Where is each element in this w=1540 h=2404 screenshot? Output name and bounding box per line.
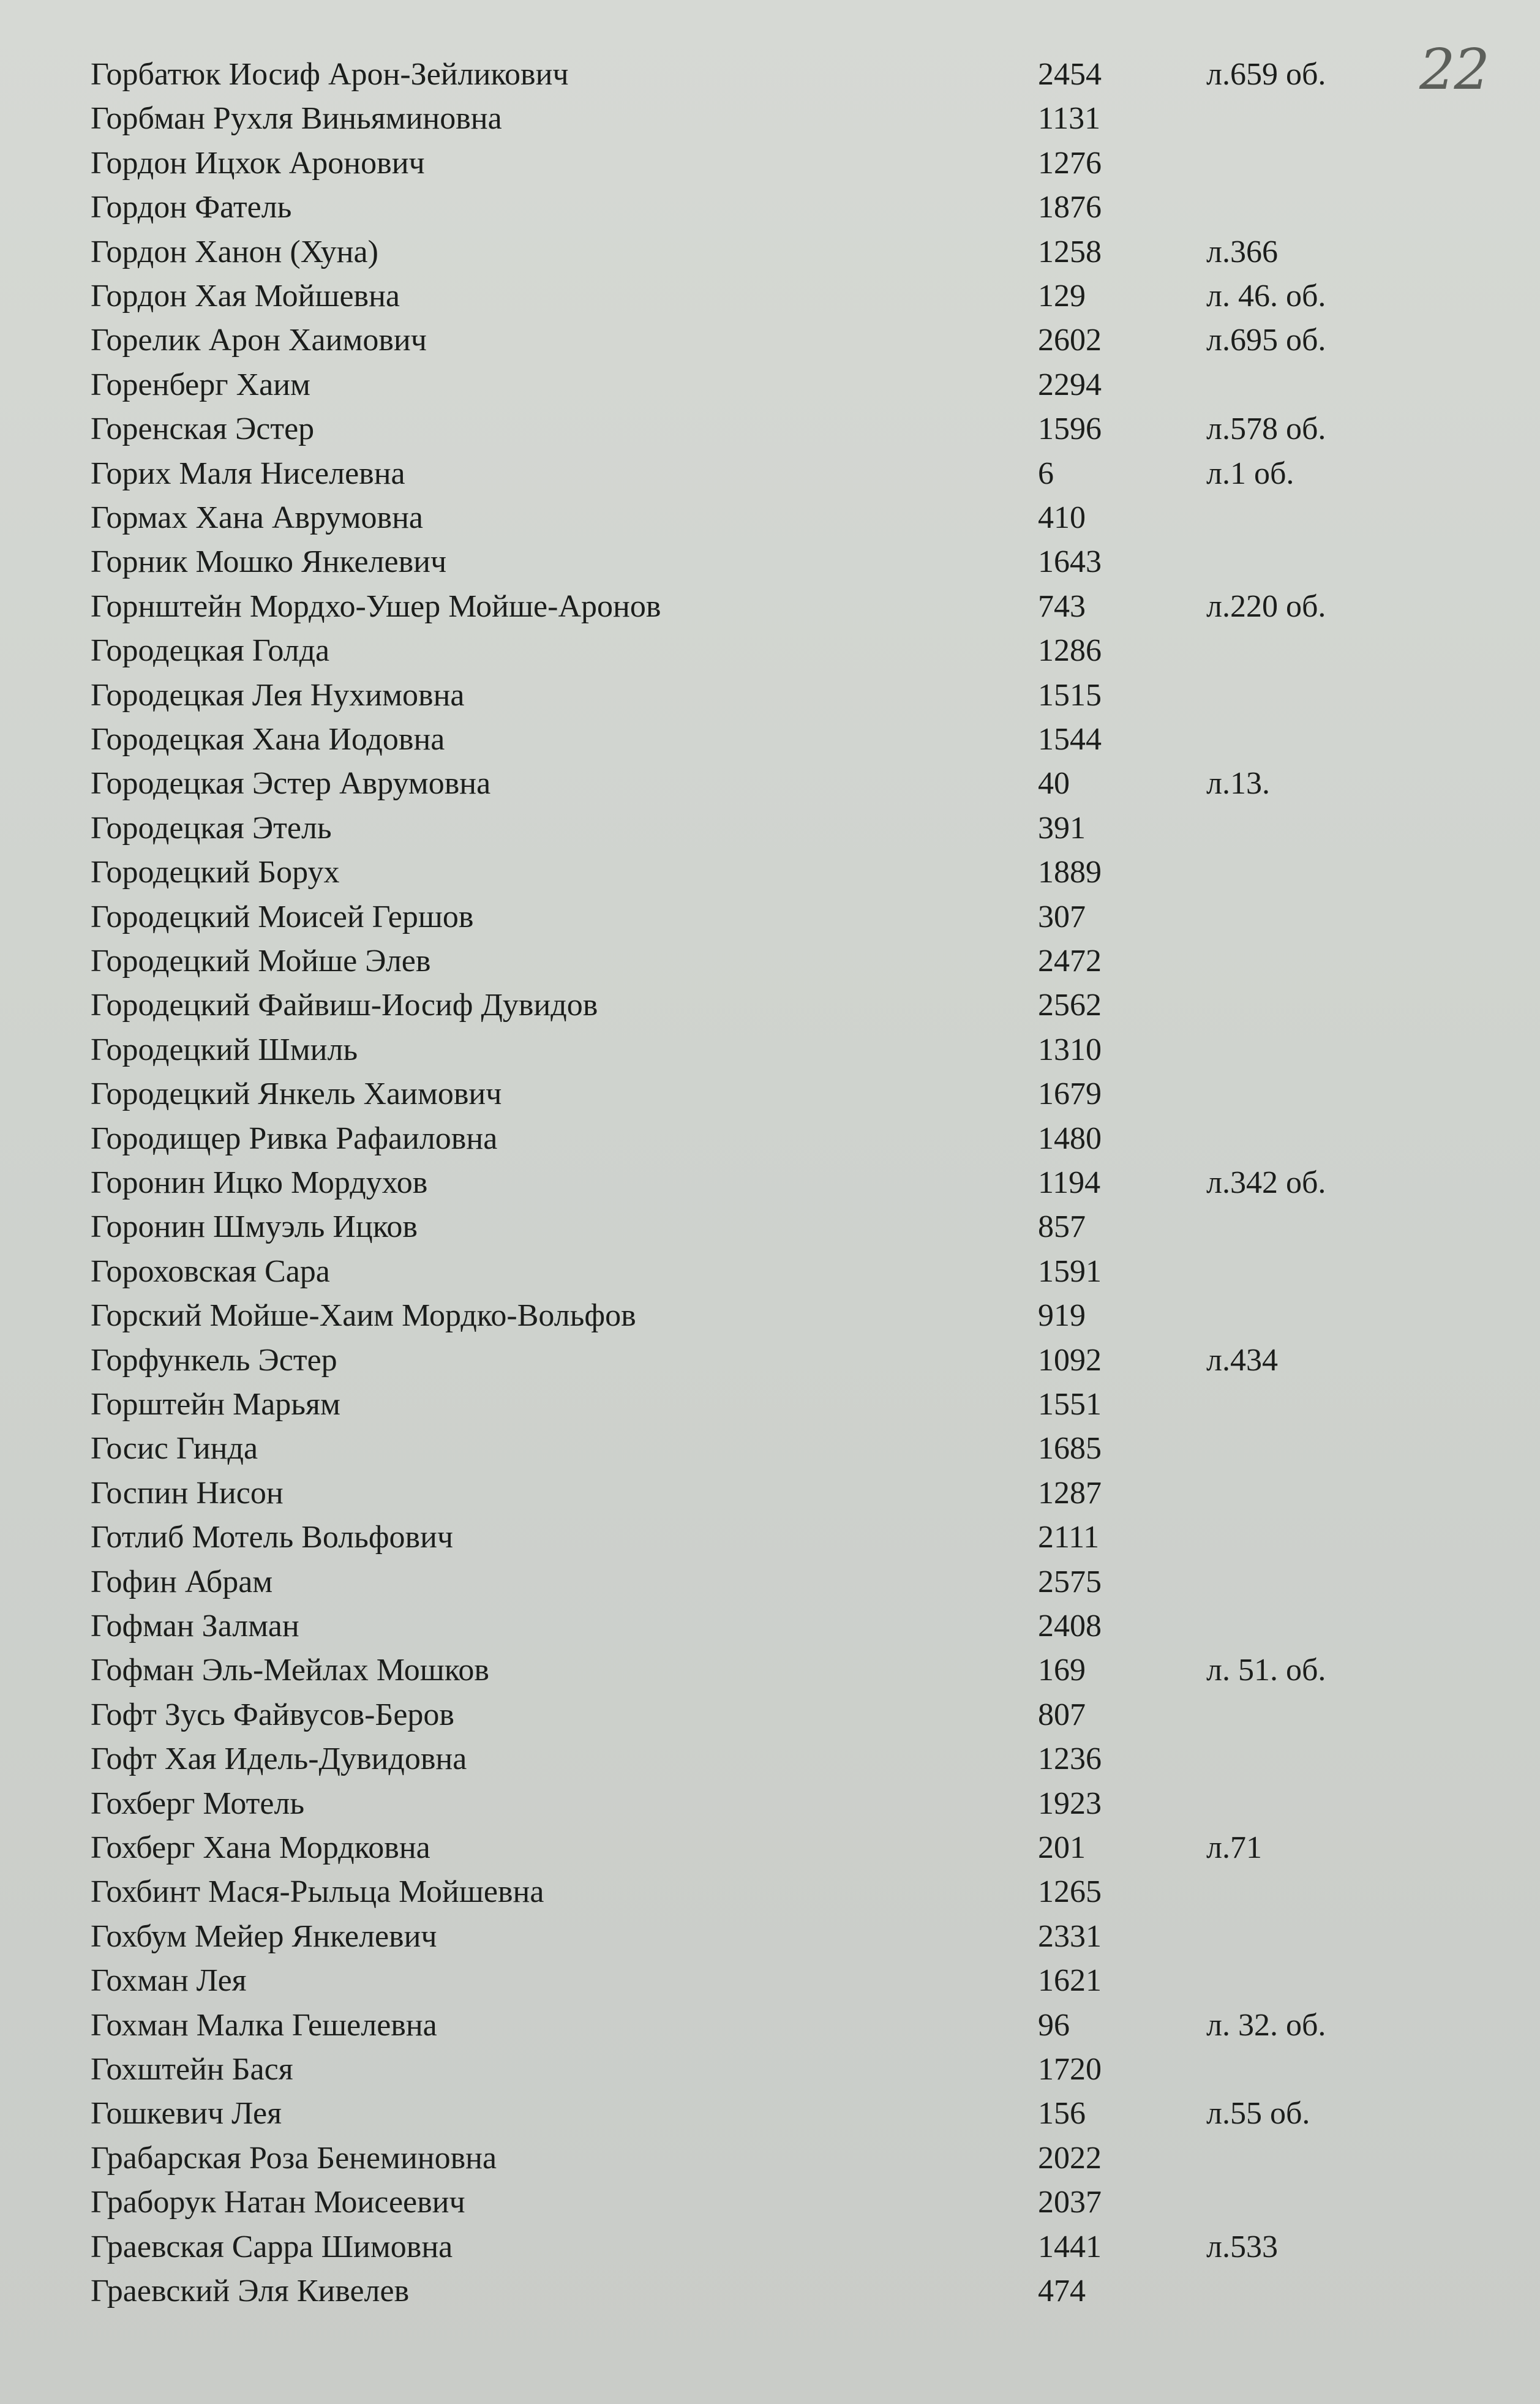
list-item [0,1828,1540,1868]
entry-number: 1441 [1038,2229,1102,2264]
entry-number: 1265 [1038,1874,1102,1910]
entry-name: Гофт Хая Идель-Дувидовна [91,1741,467,1777]
list-item [0,1695,1540,1735]
entry-name: Готлиб Мотель Вольфович [91,1520,454,1555]
entry-number: 1621 [1038,1963,1102,1999]
entry-number: 2454 [1038,57,1102,92]
entry-number: 1286 [1038,633,1102,669]
entry-name: Горонин Шмуэль Ицков [91,1209,418,1245]
entry-number: 1092 [1038,1342,1102,1378]
entry-name: Гохман Лея [91,1963,247,1999]
entry-name: Городецкий Файвиш-Иосиф Дувидов [91,988,598,1023]
list-item [0,1473,1540,1514]
entry-number: 2472 [1038,944,1102,979]
list-item [0,2271,1540,2312]
entry-number: 156 [1038,2096,1086,2132]
list-item [0,1163,1540,1203]
entry-name: Гохберг Хана Мордковна [91,1830,430,1865]
entry-name: Городищер Ривка Рафаиловна [91,1121,498,1156]
entry-name: Гохберг Мотель [91,1786,305,1821]
entry-name: Горбатюк Иосиф Арон-Зейликович [91,57,569,92]
entry-number: 6 [1038,456,1054,491]
entry-number: 2111 [1038,1520,1100,1555]
entry-sheet-reference: л.71 [1206,1830,1262,1865]
entry-number: 1876 [1038,190,1102,225]
entry-number: 1131 [1038,101,1101,137]
list-item [0,2094,1540,2134]
list-item [0,232,1540,272]
entry-name: Госис Гинда [91,1431,258,1467]
list-item [0,2227,1540,2267]
entry-name: Горенберг Хаим [91,367,310,402]
entry-name: Гофт Зусь Файвусов-Беров [91,1697,454,1732]
entry-name: Гохман Малка Гешелевна [91,2007,437,2043]
entry-number: 2331 [1038,1918,1102,1954]
list-item [0,1030,1540,1070]
entry-number: 2037 [1038,2185,1102,2220]
entry-name: Городецкий Мойше Элев [91,944,431,979]
entry-number: 1310 [1038,1032,1102,1067]
list-item [0,498,1540,538]
entry-name: Горский Мойше-Хаим Мордко-Вольфов [91,1298,636,1334]
entry-sheet-reference: л. 32. об. [1206,2007,1326,2043]
entry-number: 410 [1038,500,1086,535]
list-item [0,1961,1540,2001]
entry-number: 1480 [1038,1121,1102,1156]
entry-number: 1515 [1038,677,1102,713]
list-item [0,719,1540,760]
list-item [0,2182,1540,2223]
entry-number: 2294 [1038,367,1102,402]
entry-name: Гошкевич Лея [91,2096,282,2132]
list-item [0,409,1540,449]
entry-sheet-reference: л.220 об. [1206,588,1326,624]
entry-name: Гохбум Мейер Янкелевич [91,1918,437,1954]
page-number: 22 [1419,37,1489,102]
entry-number: 1194 [1038,1165,1101,1200]
entry-name: Горих Маля Ниселевна [91,456,405,491]
list-item [0,187,1540,228]
list-item [0,1429,1540,1469]
entry-sheet-reference: л.342 об. [1206,1165,1326,1200]
list-item [0,764,1540,804]
entry-sheet-reference: л.13. [1206,766,1270,802]
entry-name: Городецкий Шмиль [91,1032,358,1067]
entry-sheet-reference: л.578 об. [1206,411,1326,447]
list-item [0,99,1540,139]
list-item [0,276,1540,317]
list-item [0,1340,1540,1381]
entry-number: 307 [1038,899,1086,934]
list-item [0,54,1540,95]
list-item [0,985,1540,1026]
list-item [0,808,1540,849]
entry-number: 40 [1038,766,1070,802]
entry-number: 2562 [1038,988,1102,1023]
entry-number: 474 [1038,2274,1086,2308]
entry-sheet-reference: л. 51. об. [1206,1653,1326,1688]
list-item [0,1517,1540,1558]
entry-number: 1923 [1038,1786,1102,1821]
list-item [0,1784,1540,1824]
list-item [0,1606,1540,1647]
entry-number: 1685 [1038,1431,1102,1467]
list-item [0,143,1540,184]
entry-name: Городецкий Янкель Хаимович [91,1076,502,1112]
entry-sheet-reference: л.55 об. [1206,2096,1310,2132]
entry-number: 919 [1038,1298,1086,1334]
entry-name: Горенская Эстер [91,411,315,447]
entry-sheet-reference: л.1 об. [1206,456,1294,491]
entry-name: Городецкая Голда [91,633,330,669]
entry-name: Городецкая Лея Нухимовна [91,677,465,713]
entry-number: 743 [1038,588,1086,624]
list-item [0,1562,1540,1602]
list-item [0,1384,1540,1425]
entry-name: Горонин Ицко Мордухов [91,1165,428,1200]
list-item [0,365,1540,405]
entry-number: 169 [1038,1653,1086,1688]
entry-sheet-reference: л.533 [1206,2229,1278,2264]
entry-sheet-reference: л.366 [1206,234,1278,269]
entry-number: 1889 [1038,855,1102,890]
entry-number: 2408 [1038,1609,1102,1643]
entry-name: Городецкая Хана Иодовна [91,722,445,757]
list-item [0,1872,1540,1912]
list-item [0,2005,1540,2046]
entry-number: 1679 [1038,1076,1102,1112]
entry-name: Гордон Ицхок Аронович [91,145,425,181]
entry-number: 807 [1038,1697,1086,1732]
entry-name: Горелик Арон Хаимович [91,323,427,358]
list-item [0,1917,1540,1957]
entry-name: Горштейн Марьям [91,1387,340,1422]
list-item [0,2049,1540,2090]
entry-number: 201 [1038,1830,1086,1865]
entry-number: 391 [1038,810,1086,846]
entry-number: 1544 [1038,722,1102,757]
entry-number: 2022 [1038,2140,1102,2176]
entry-name: Граборук Натан Моисеевич [91,2185,465,2220]
list-item [0,1074,1540,1114]
list-item [0,1739,1540,1779]
entry-sheet-reference: л.434 [1206,1342,1278,1378]
entry-name: Гормах Хана Аврумовна [91,500,423,535]
list-item [0,1296,1540,1336]
entry-name: Гохштейн Бася [91,2052,293,2087]
entry-name: Городецкая Эстер Аврумовна [91,766,491,802]
entry-name: Горфункель Эстер [91,1342,337,1378]
entry-number: 1276 [1038,145,1102,181]
entry-number: 1591 [1038,1253,1102,1289]
list-item [0,1252,1540,1292]
entry-number: 129 [1038,279,1086,314]
entry-name: Грабарская Роза Бенеминовна [91,2140,497,2176]
entry-name: Гордон Фатель [91,190,292,225]
list-item [0,1119,1540,1159]
list-item [0,631,1540,671]
list-item [0,320,1540,361]
list-item [0,897,1540,937]
entry-name: Горбман Рухля Виньяминовна [91,101,502,137]
entry-name: Госпин Нисон [91,1475,284,1511]
entry-name: Городецкая Этель [91,810,332,846]
list-item [0,852,1540,893]
entry-name: Граевская Сарра Шимовна [91,2229,453,2264]
entry-name: Горник Мошко Янкелевич [91,544,447,580]
entry-name: Гофман Эль-Мейлах Мошков [91,1653,489,1688]
entry-name: Гофин Абрам [91,1564,273,1599]
list-item [0,454,1540,494]
entry-name: Гордон Хая Мойшевна [91,279,400,314]
entry-number: 1551 [1038,1387,1102,1422]
entry-number: 2602 [1038,323,1102,358]
entry-name: Городецкий Моисей Гершов [91,899,474,934]
list-item [0,675,1540,716]
list-item [0,2138,1540,2179]
entry-number: 1258 [1038,234,1102,269]
entry-number: 1287 [1038,1475,1102,1511]
entry-number: 1236 [1038,1741,1102,1777]
list-item [0,1207,1540,1247]
entry-number: 96 [1038,2007,1070,2043]
entry-number: 1720 [1038,2052,1102,2087]
entry-number: 857 [1038,1209,1086,1245]
list-item [0,542,1540,582]
entry-name: Городецкий Борух [91,855,340,890]
entry-sheet-reference: л.659 об. [1206,57,1326,92]
entry-name: Гохбинт Мася-Рыльца Мойшевна [91,1874,544,1910]
entry-number: 1596 [1038,411,1102,447]
entry-number: 1643 [1038,544,1102,580]
list-item [0,941,1540,982]
list-item [0,587,1540,627]
entry-name: Гороховская Сара [91,1253,330,1289]
list-item [0,1650,1540,1691]
entry-name: Граевский Эля Кивелев [91,2274,410,2308]
entry-name: Гофман Залман [91,1609,299,1643]
entry-name: Горнштейн Мордхо-Ушер Мойше-Аронов [91,588,661,624]
entry-sheet-reference: л. 46. об. [1206,279,1326,314]
entry-number: 2575 [1038,1564,1102,1599]
entry-sheet-reference: л.695 об. [1206,323,1326,358]
entry-name: Гордон Ханон (Хуна) [91,234,378,269]
